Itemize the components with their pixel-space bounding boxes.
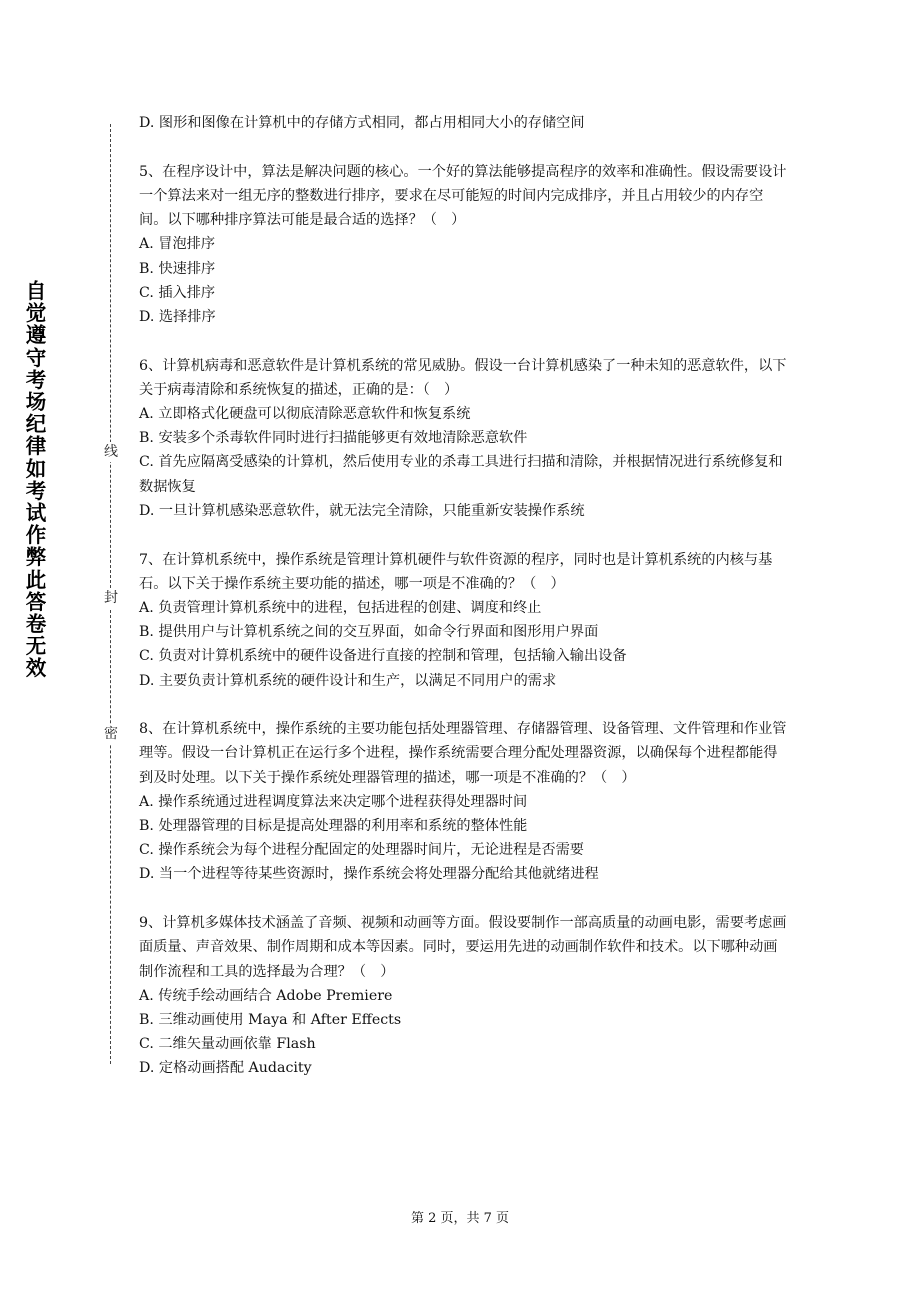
option-d: D. 定格动画搭配 Audacity [139,1060,312,1077]
option-a: A. 操作系统通过进程调度算法来决定哪个进程获得处理器时间 [139,793,528,810]
option-b: B. 快速排序 [139,260,216,277]
option-d: D. 一旦计算机感染恶意软件，就无法完全清除，只能重新安装操作系统 [139,502,585,519]
option-d: D. 主要负责计算机系统的硬件设计和生产，以满足不同用户的需求 [139,672,557,689]
option-c: C. 首先应隔离受感染的计算机，然后使用专业的杀毒工具进行扫描和清除，并根据情况进行系统修复和数据恢复 [139,454,783,495]
question-stem: 7、在计算机系统中，操作系统是管理计算机硬件与软件资源的程序，同时也是计算机系统的内核与基石。以下关于操作系统主要功能的描述，哪一项是不准确的？（ ） [139,551,773,592]
question-content [139,111,789,1105]
option-a: A. 立即格式化硬盘可以彻底清除恶意软件和恢复系统 [139,406,471,423]
page-number: 第 2 页，共 7 页 [410,1211,510,1226]
option-c: C. 操作系统会为每个进程分配固定的处理器时间片，无论进程是否需要 [139,842,584,859]
question-stem: 6、计算机病毒和恶意软件是计算机系统的常见威胁。假设一台计算机感染了一种未知的恶意软件，以下关于病毒清除和系统恢复的描述，正确的是：（ ） [139,357,787,398]
question-8 [139,717,789,886]
option-b: B. 三维动画使用 Maya 和 After Effects [139,1012,402,1028]
option-b: B. 处理器管理的目标是提高处理器的利用率和系统的整体性能 [139,818,528,835]
option-d: D. 当一个进程等待某些资源时，操作系统会将处理器分配给其他就绪进程 [139,866,599,883]
option-c: C. 负责对计算机系统中的硬件设备进行直接的控制和管理，包括输入输出设备 [139,648,627,665]
carryover-option-block [139,111,789,135]
question-stem: 5、在程序设计中，算法是解决问题的核心。一个好的算法能够提高程序的效率和准确性。假设需要设计一个算法来对一组无序的整数进行排序，要求在尽可能短的时间内完成排序，并且占用较少的内存空间。以下哪种排序算法可能是最合适的选择？（ ） [139,163,787,229]
option-d: D. 选择排序 [139,308,216,325]
binding-mark-mi: 密 [101,724,121,744]
binding-mark-xian: 线 [101,442,121,462]
question-6 [139,354,789,523]
exam-discipline-warning: 自觉遵守考场纪律如考试作弊此答卷无效 [25,279,47,681]
option-a: A. 负责管理计算机系统中的进程，包括进程的创建、调度和终止 [139,599,542,616]
option-a: A. 传统手绘动画结合 Adobe Premiere [139,987,393,1004]
option-a: A. 冒泡排序 [139,236,216,253]
question-stem: 8、在计算机系统中，操作系统的主要功能包括处理器管理、存储器管理、设备管理、文件管理和作业管理等。假设一台计算机正在运行多个进程，操作系统需要合理分配处理器资源，以确保每个进程都能得到及时处理。以下关于操作系统处理器管理的描述，哪一项是不准确的？（ ） [139,721,787,786]
option-c: C. 二维矢量动画依靠 Flash [139,1036,316,1053]
question-stem: 9、计算机多媒体技术涵盖了音频、视频和动画等方面。假设要制作一部高质量的动画电影，需要考虑画面质量、声音效果、制作周期和成本等因素。同时，要运用先进的动画制作软件和技术。以下哪种动画制作流程和工具的选择最为合理？（ ） [139,915,787,980]
question-7 [139,548,789,693]
question-9 [139,911,789,1080]
option-b: B. 安装多个杀毒软件同时进行扫描能够更有效地清除恶意软件 [139,430,528,447]
option-c: C. 插入排序 [139,284,216,301]
option-b: B. 提供用户与计算机系统之间的交互界面，如命令行界面和图形用户界面 [139,624,599,641]
binding-line [100,124,122,1064]
binding-mark-feng: 封 [101,588,121,608]
carryover-option: D. 图形和图像在计算机中的存储方式相同，都占用相同大小的存储空间 [139,115,585,131]
question-5 [139,160,789,329]
